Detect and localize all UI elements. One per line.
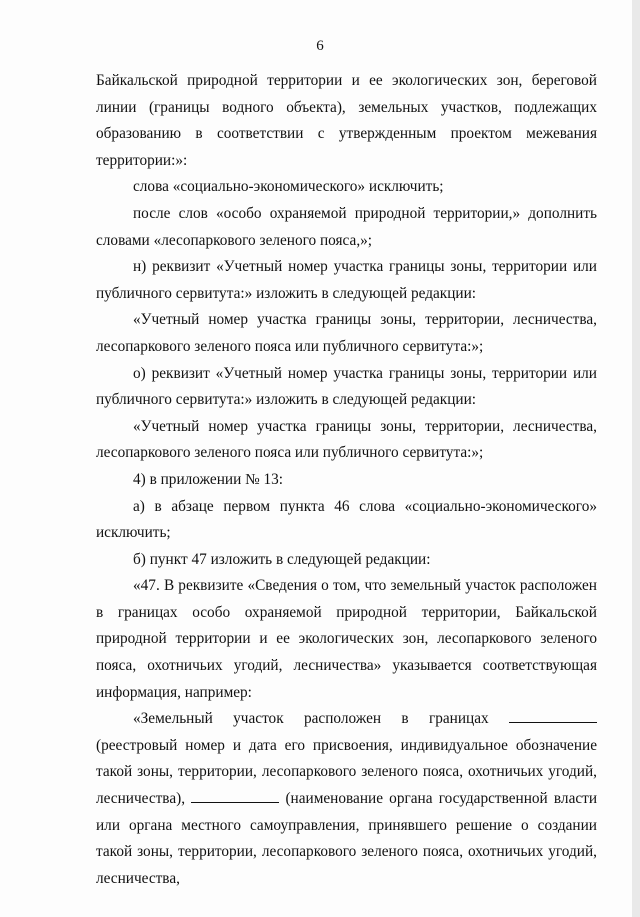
- paragraph: н) реквизит «Учетный номер участка границы зоны, территории или публичного сервитута:» изложить в следующей редакции:: [96, 258, 597, 302]
- paragraph: «47. В реквизите «Сведения о том, что земельный участок расположен в границах особо охраняемой природной территории, Байкальской природной территории и ее экологических зон, лесопаркового зеленого пояса, охотничьих угодий, лесничества» указывается соответствующая информация, например:: [96, 577, 597, 701]
- paragraph: 4) в приложении № 13:: [133, 470, 284, 488]
- paragraph-with-blanks: [96, 706, 597, 892]
- paragraph: а) в абзаце первом пункта 46 слова «социально-экономического» исключить;: [96, 497, 597, 542]
- scan-edge: [632, 0, 640, 917]
- paragraph: «Учетный номер участка границы зоны, территории, лесничества, лесопаркового зеленого пояса или публичного сервитута:»;: [96, 311, 597, 355]
- blank-line: [509, 722, 597, 723]
- paragraph: после слов «особо охраняемой природной территории,» дополнить словами «лесопаркового зеленого пояса,»;: [96, 204, 597, 249]
- paragraph-text-part-3: (наименование органа государственной власти или органа местного самоуправления, принявшего решение о создании такой зоны, территории, лесопаркового зеленого пояса, охотничьих угодий, лесничества,: [96, 790, 598, 887]
- document-body: [96, 68, 597, 892]
- paragraph: о) реквизит «Учетный номер участка границы зоны, территории или публичного сервитута:» изложить в следующей редакции:: [96, 364, 597, 409]
- paragraph: слова «социально-экономического» исключить;: [133, 178, 444, 196]
- paragraph: б) пункт 47 изложить в следующей редакции:: [133, 550, 431, 568]
- paragraph-text-part-1: «Земельный участок расположен в границах: [133, 710, 489, 728]
- paragraph: «Учетный номер участка границы зоны, территории, лесничества, лесопаркового зеленого пояса или публичного сервитута:»;: [96, 417, 597, 462]
- paragraph-continuation: Байкальской природной территории и ее экологических зон, береговой линии (границы водного объекта), земельных участков, подлежащих образованию в соответствии с утвержденным проектом межевания территории:»:: [96, 72, 597, 169]
- blank-line: [191, 802, 279, 803]
- paragraph-text-part-2: (реестровый номер и дата его присвоения, индивидуальное обозначение такой зоны, территории, лесопаркового зеленого пояса, охотничьих угодий, лесничества),: [96, 736, 597, 808]
- page-number: 6: [316, 38, 324, 54]
